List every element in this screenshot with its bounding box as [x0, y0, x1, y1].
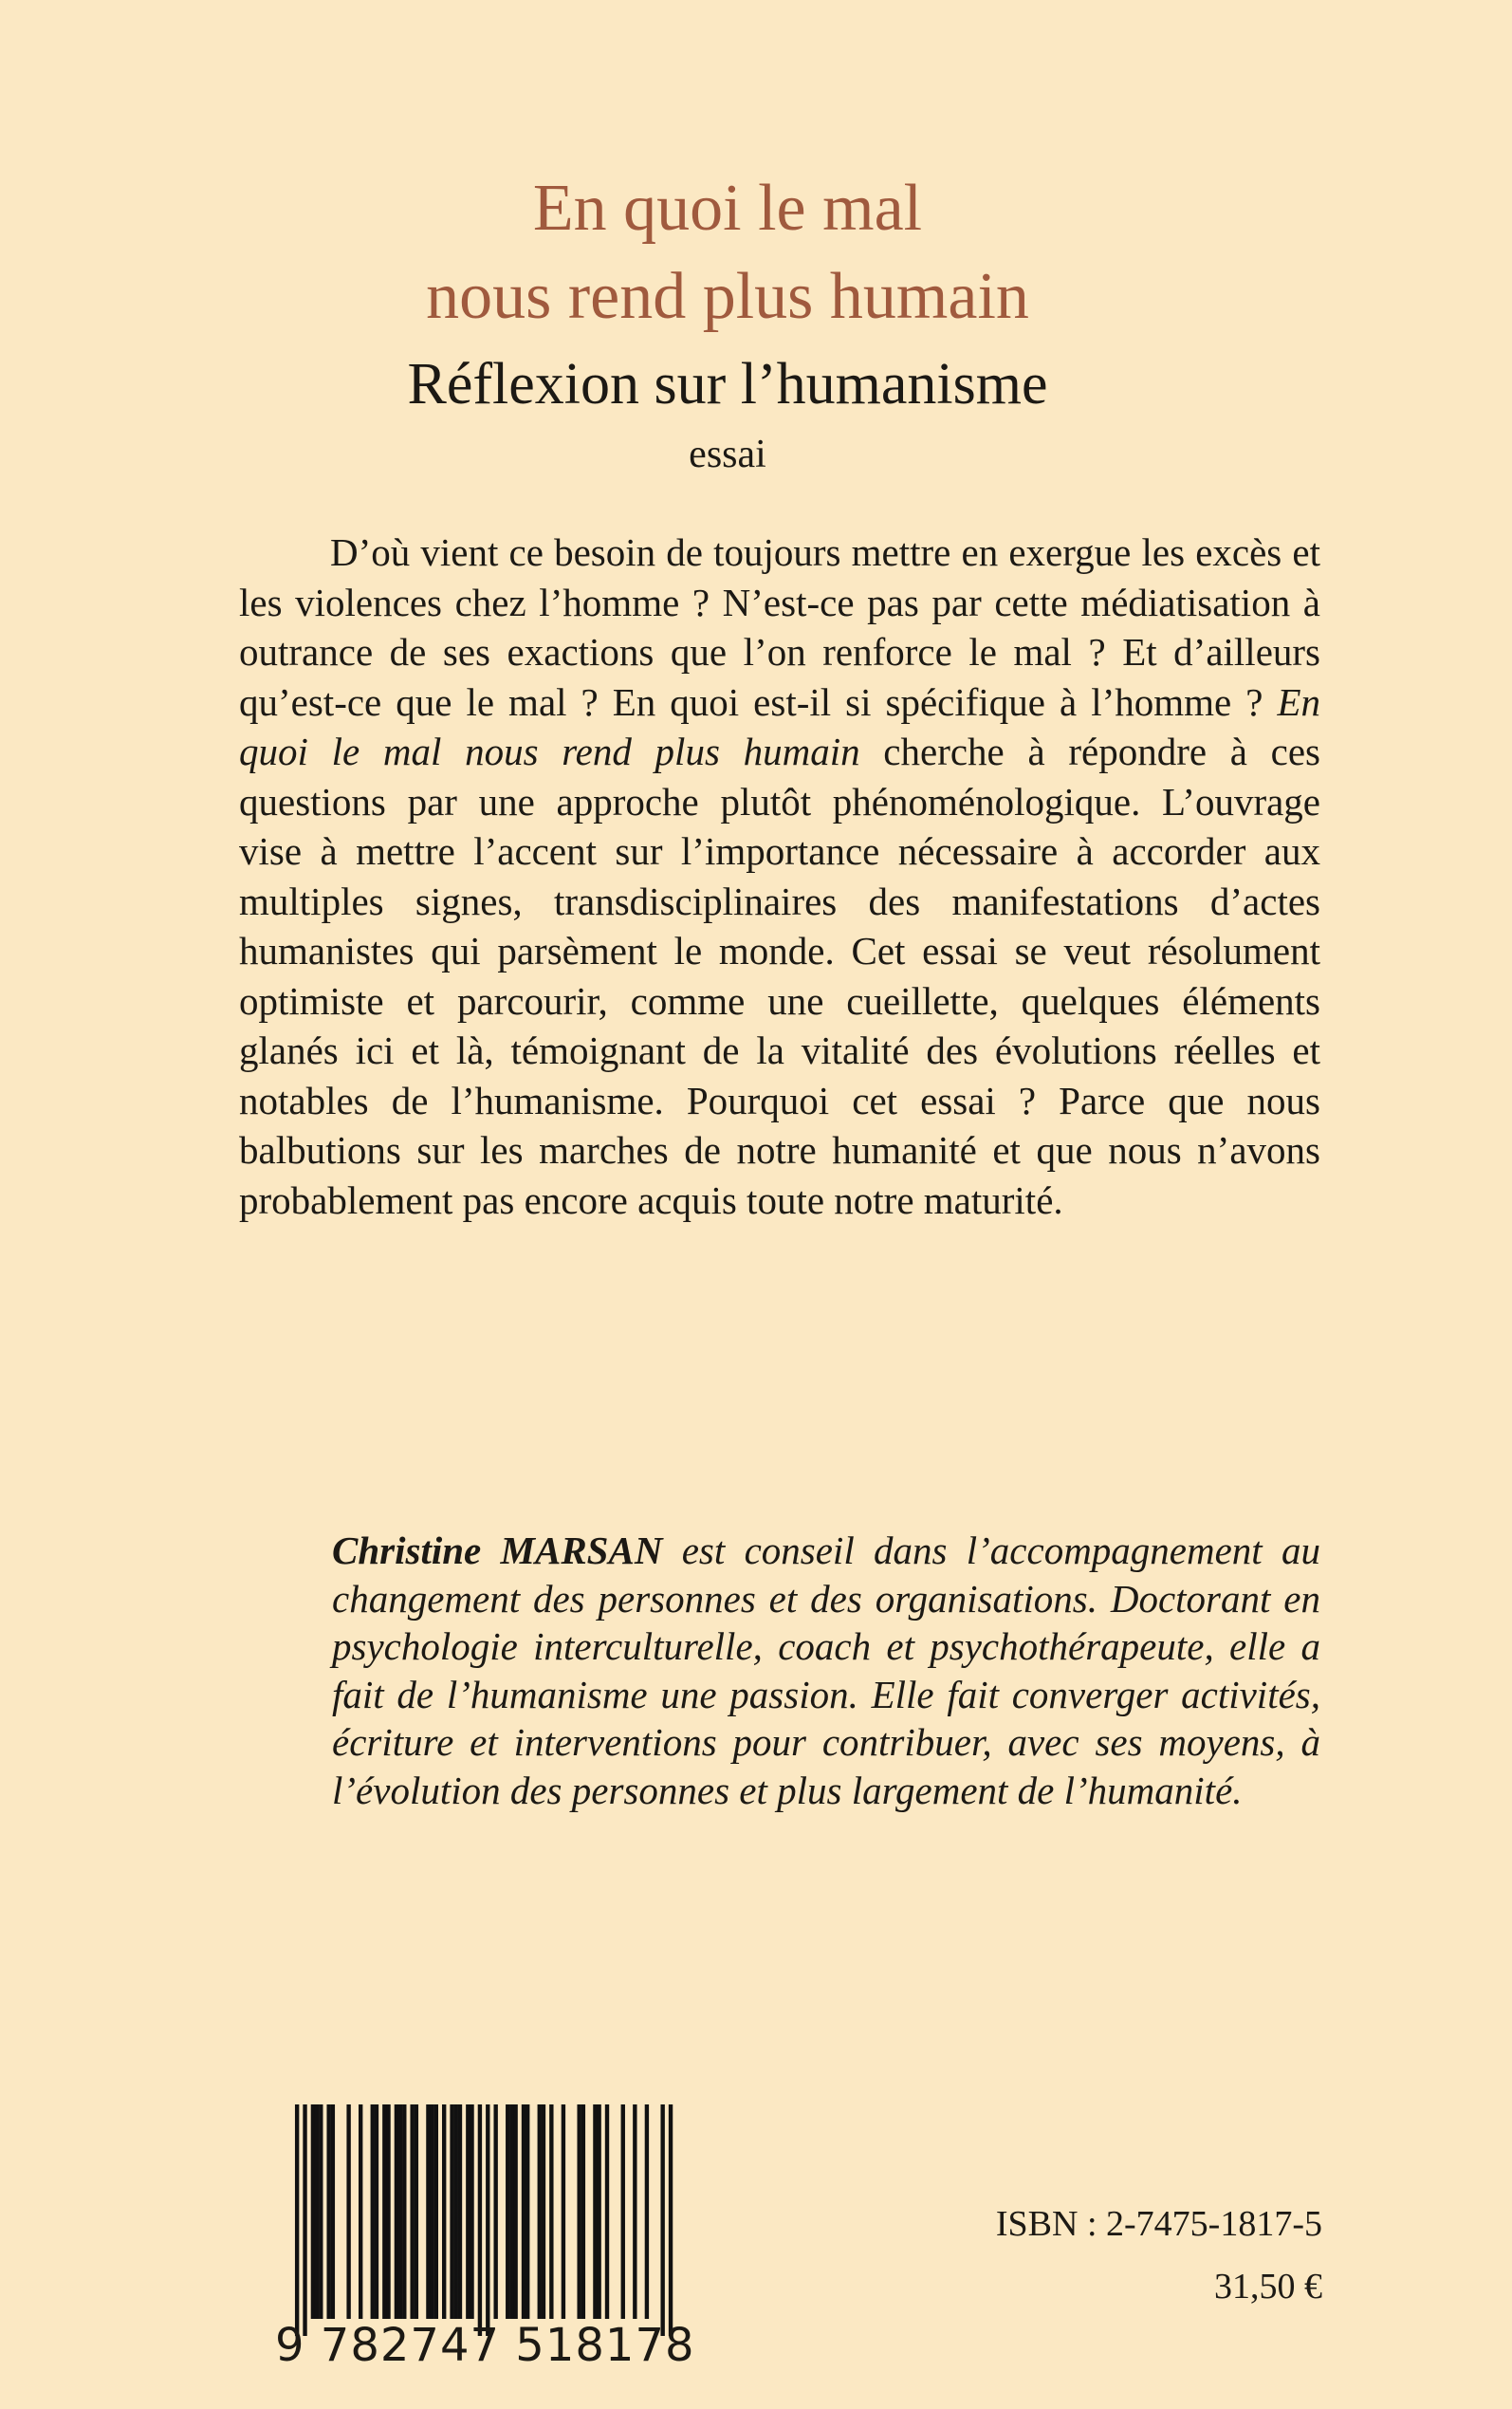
barcode-bar — [386, 2104, 390, 2319]
barcode-bar — [633, 2104, 636, 2319]
author-name: Christine MARSAN — [332, 1529, 663, 1572]
barcode-bar — [509, 2104, 513, 2319]
barcode-bar — [454, 2104, 458, 2319]
barcode-bar — [382, 2104, 386, 2319]
barcode-bar — [375, 2104, 378, 2319]
barcode-bar — [371, 2104, 375, 2319]
barcode-bar — [513, 2104, 517, 2319]
book-subtitle: Réflexion sur l’humanisme — [407, 352, 1048, 417]
barcode-bar — [621, 2104, 625, 2319]
barcode-bar — [331, 2104, 335, 2319]
author-bio-text: est conseil dans l’accompagnement au changement des personnes et des organisations. Doctorant en psychologie interculturelle, coach et psychothérapeute, elle a fait de l’humanisme une passion. Elle fait converger activités, écriture et interventions pour contribuer, avec ses moyens, à l’évolution des personnes et plus largement de l’humanité. — [332, 1529, 1320, 1812]
barcode-bar — [319, 2104, 323, 2319]
summary-paragraph — [239, 528, 1320, 1225]
barcode-bar — [415, 2104, 418, 2319]
barcode-bar — [669, 2104, 673, 2336]
barcode-bar — [605, 2104, 609, 2319]
barcode-bar — [303, 2104, 306, 2336]
barcode-bar — [542, 2104, 545, 2319]
barcode-bar — [466, 2104, 470, 2319]
barcode-bar — [493, 2104, 497, 2319]
book-price: 31,50 € — [1214, 2267, 1322, 2307]
barcode-bar — [562, 2104, 565, 2319]
barcode-bar — [549, 2104, 553, 2319]
summary-title-italic: En quoi le mal nous rend plus humain — [239, 679, 1320, 773]
author-bio-paragraph — [332, 1527, 1320, 1814]
barcode-bar — [426, 2104, 430, 2319]
barcode-bar — [526, 2104, 529, 2319]
barcode-bar — [470, 2104, 473, 2319]
barcode-bar — [597, 2104, 600, 2319]
barcode-bar — [295, 2104, 299, 2336]
barcode-bar — [442, 2104, 446, 2319]
barcode-bar — [522, 2104, 526, 2319]
barcode-bar — [359, 2104, 362, 2319]
barcode-bar — [315, 2104, 319, 2319]
barcode-bar — [506, 2104, 509, 2319]
barcode-bar — [395, 2104, 398, 2319]
barcode-bar — [593, 2104, 597, 2319]
summary-text-part1: D’où vient ce besoin de toujours mettre en exergue les excès et les violences chez l’homme ? N’est-ce pas par cette médiatisation à outrance de ses exactions que l’on renforce le mal ? Et d’ailleurs qu’est-ce que le mal ? En quoi est-il si spécifique à l’homme ? — [239, 530, 1320, 724]
book-genre: essai — [689, 433, 766, 476]
barcode-bar — [430, 2104, 433, 2319]
book-title-line-2: nous rend plus humain — [426, 260, 1029, 333]
barcode-bar — [311, 2104, 315, 2319]
barcode-bar — [577, 2104, 581, 2319]
barcode-bar — [538, 2104, 542, 2319]
barcode — [275, 2104, 692, 2336]
barcode-bar — [326, 2104, 330, 2319]
barcode-bar — [450, 2104, 453, 2319]
barcode-bar — [434, 2104, 438, 2319]
barcode-digits: 9 782747 518178 — [275, 2319, 695, 2372]
barcode-bar — [346, 2104, 350, 2319]
barcode-bar — [398, 2104, 402, 2319]
summary-text-part2: cherche à répondre à ces questions par une approche plutôt phénoménologique. L’ouvrage vise à mettre l’accent sur l’importance nécessaire à accorder aux multiples signes, transdisciplinaires des manifestations d’actes humanistes qui parsèment le monde. Cet essai se veut résolument optimiste et parcourir, comme une cueillette, quelques éléments glanés ici et là, témoignant de la vitalité des évolutions réelles et notables de l’humanisme. Pourquoi cet essai ? Parce que nous balbutions sur les marches de notre humanité et que nous n’avons probablement pas encore acquis toute notre maturité. — [239, 730, 1320, 1222]
barcode-bar — [660, 2104, 664, 2336]
barcode-bar — [402, 2104, 406, 2319]
barcode-bar — [581, 2104, 585, 2319]
book-title-line-1: En quoi le mal — [532, 172, 923, 245]
barcode-bar — [410, 2104, 414, 2319]
barcode-bar — [458, 2104, 462, 2319]
barcode-bar — [645, 2104, 649, 2319]
barcode-bar — [486, 2104, 489, 2336]
barcode-bar — [478, 2104, 482, 2336]
isbn-number: ISBN : 2-7475-1817-5 — [995, 2204, 1322, 2244]
